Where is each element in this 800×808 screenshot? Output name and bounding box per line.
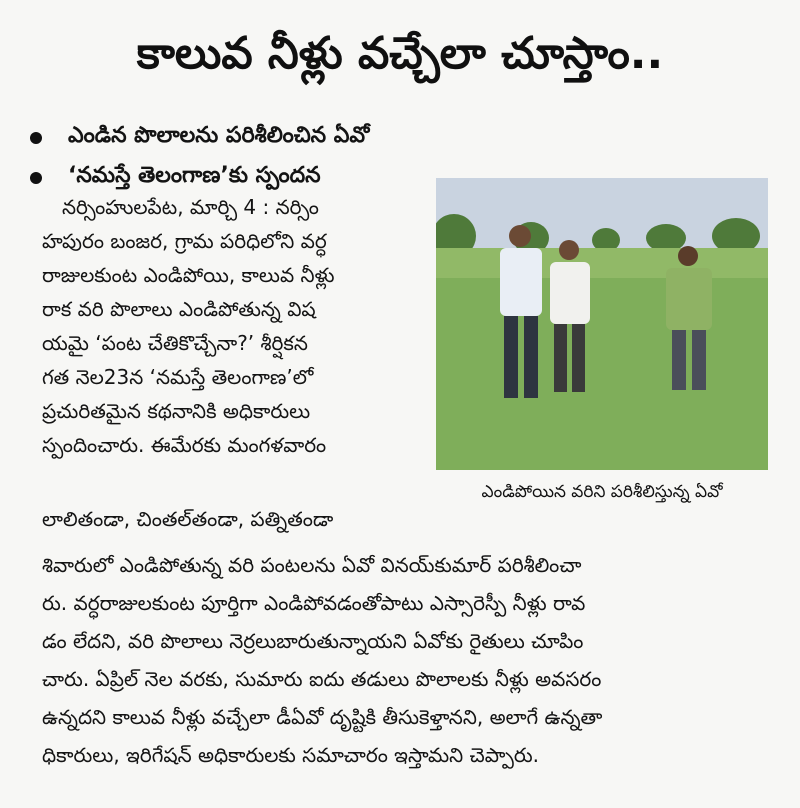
- bullet-dot-icon: [30, 172, 42, 184]
- article-line: రు. వర్ధరాజులకుంట పూర్తిగా ఎండిపోవడంతోపాటు ఎస్సారెస్పీ నీళ్లు రావ: [42, 591, 586, 615]
- article-line: నర్సింహులపేట, మార్చి 4 : నర్సిం: [62, 195, 319, 219]
- article-line: ప్రచురితమైన కథనానికి అధికారులు: [42, 399, 311, 423]
- article-line: రాజులకుంట ఎండిపోయి, కాలువ నీళ్లు: [42, 263, 335, 287]
- bullet-text: ‘నమస్తే తెలంగాణ’కు స్పందన: [68, 163, 321, 188]
- article-line: లాలితండా, చింతల్‌తండా, పత్నితండా: [42, 507, 334, 531]
- headline: కాలువ నీళ్లు వచ్చేలా చూస్తాం..: [136, 28, 664, 79]
- bullet-text: ఎండిన పొలాలను పరిశీలించిన ఏవో: [68, 123, 370, 148]
- bullet-item: [30, 118, 369, 158]
- article-line: స్పందించారు. ఈమేరకు మంగళవారం: [42, 433, 327, 457]
- article-line: చారు. ఏప్రిల్ నెల వరకు, సుమారు ఐదు తడులు పొలాలకు నీళ్లు అవసరం: [42, 667, 602, 691]
- article-line: హపురం బంజర, గ్రామ పరిధిలోని వర్ధ: [42, 229, 327, 253]
- article-line: యమై ‘పంట చేతికొచ్చేనా?’ శీర్షికన: [42, 331, 308, 355]
- paddy-field: [436, 248, 768, 470]
- article-line: శివారులో ఎండిపోతున్న వరి పంటలను ఏవో వినయ్‌కుమార్ పరిశీలించా: [42, 553, 582, 577]
- article-line: ధికారులు, ఇరిగేషన్ అధికారులకు సమాచారం ఇస్తామని చెప్పారు.: [42, 743, 540, 767]
- bullet-dot-icon: [30, 132, 42, 144]
- article-line: రాక వరి పొలాలు ఎండిపోతున్న విష: [42, 297, 316, 321]
- photo-caption: ఎండిపోయిన వరిని పరిశీలిస్తున్న ఏవో: [481, 482, 723, 502]
- news-photo: [436, 178, 768, 470]
- article-line: గత నెల23న ‘నమస్తే తెలంగాణ’లో: [42, 365, 314, 389]
- article-line: డం లేదని, వరి పొలాలు నెర్రలుబారుతున్నాయని ఏవోకు రైతులు చూపిం: [42, 629, 584, 653]
- field-inspection-photo: [436, 178, 768, 470]
- article-line: ఉన్నదని కాలువ నీళ్లు వచ్చేలా డీఏవో దృష్టికి తీసుకెళ్తానని, అలాగే ఉన్నతా: [42, 705, 603, 729]
- bullet-list: [30, 118, 369, 198]
